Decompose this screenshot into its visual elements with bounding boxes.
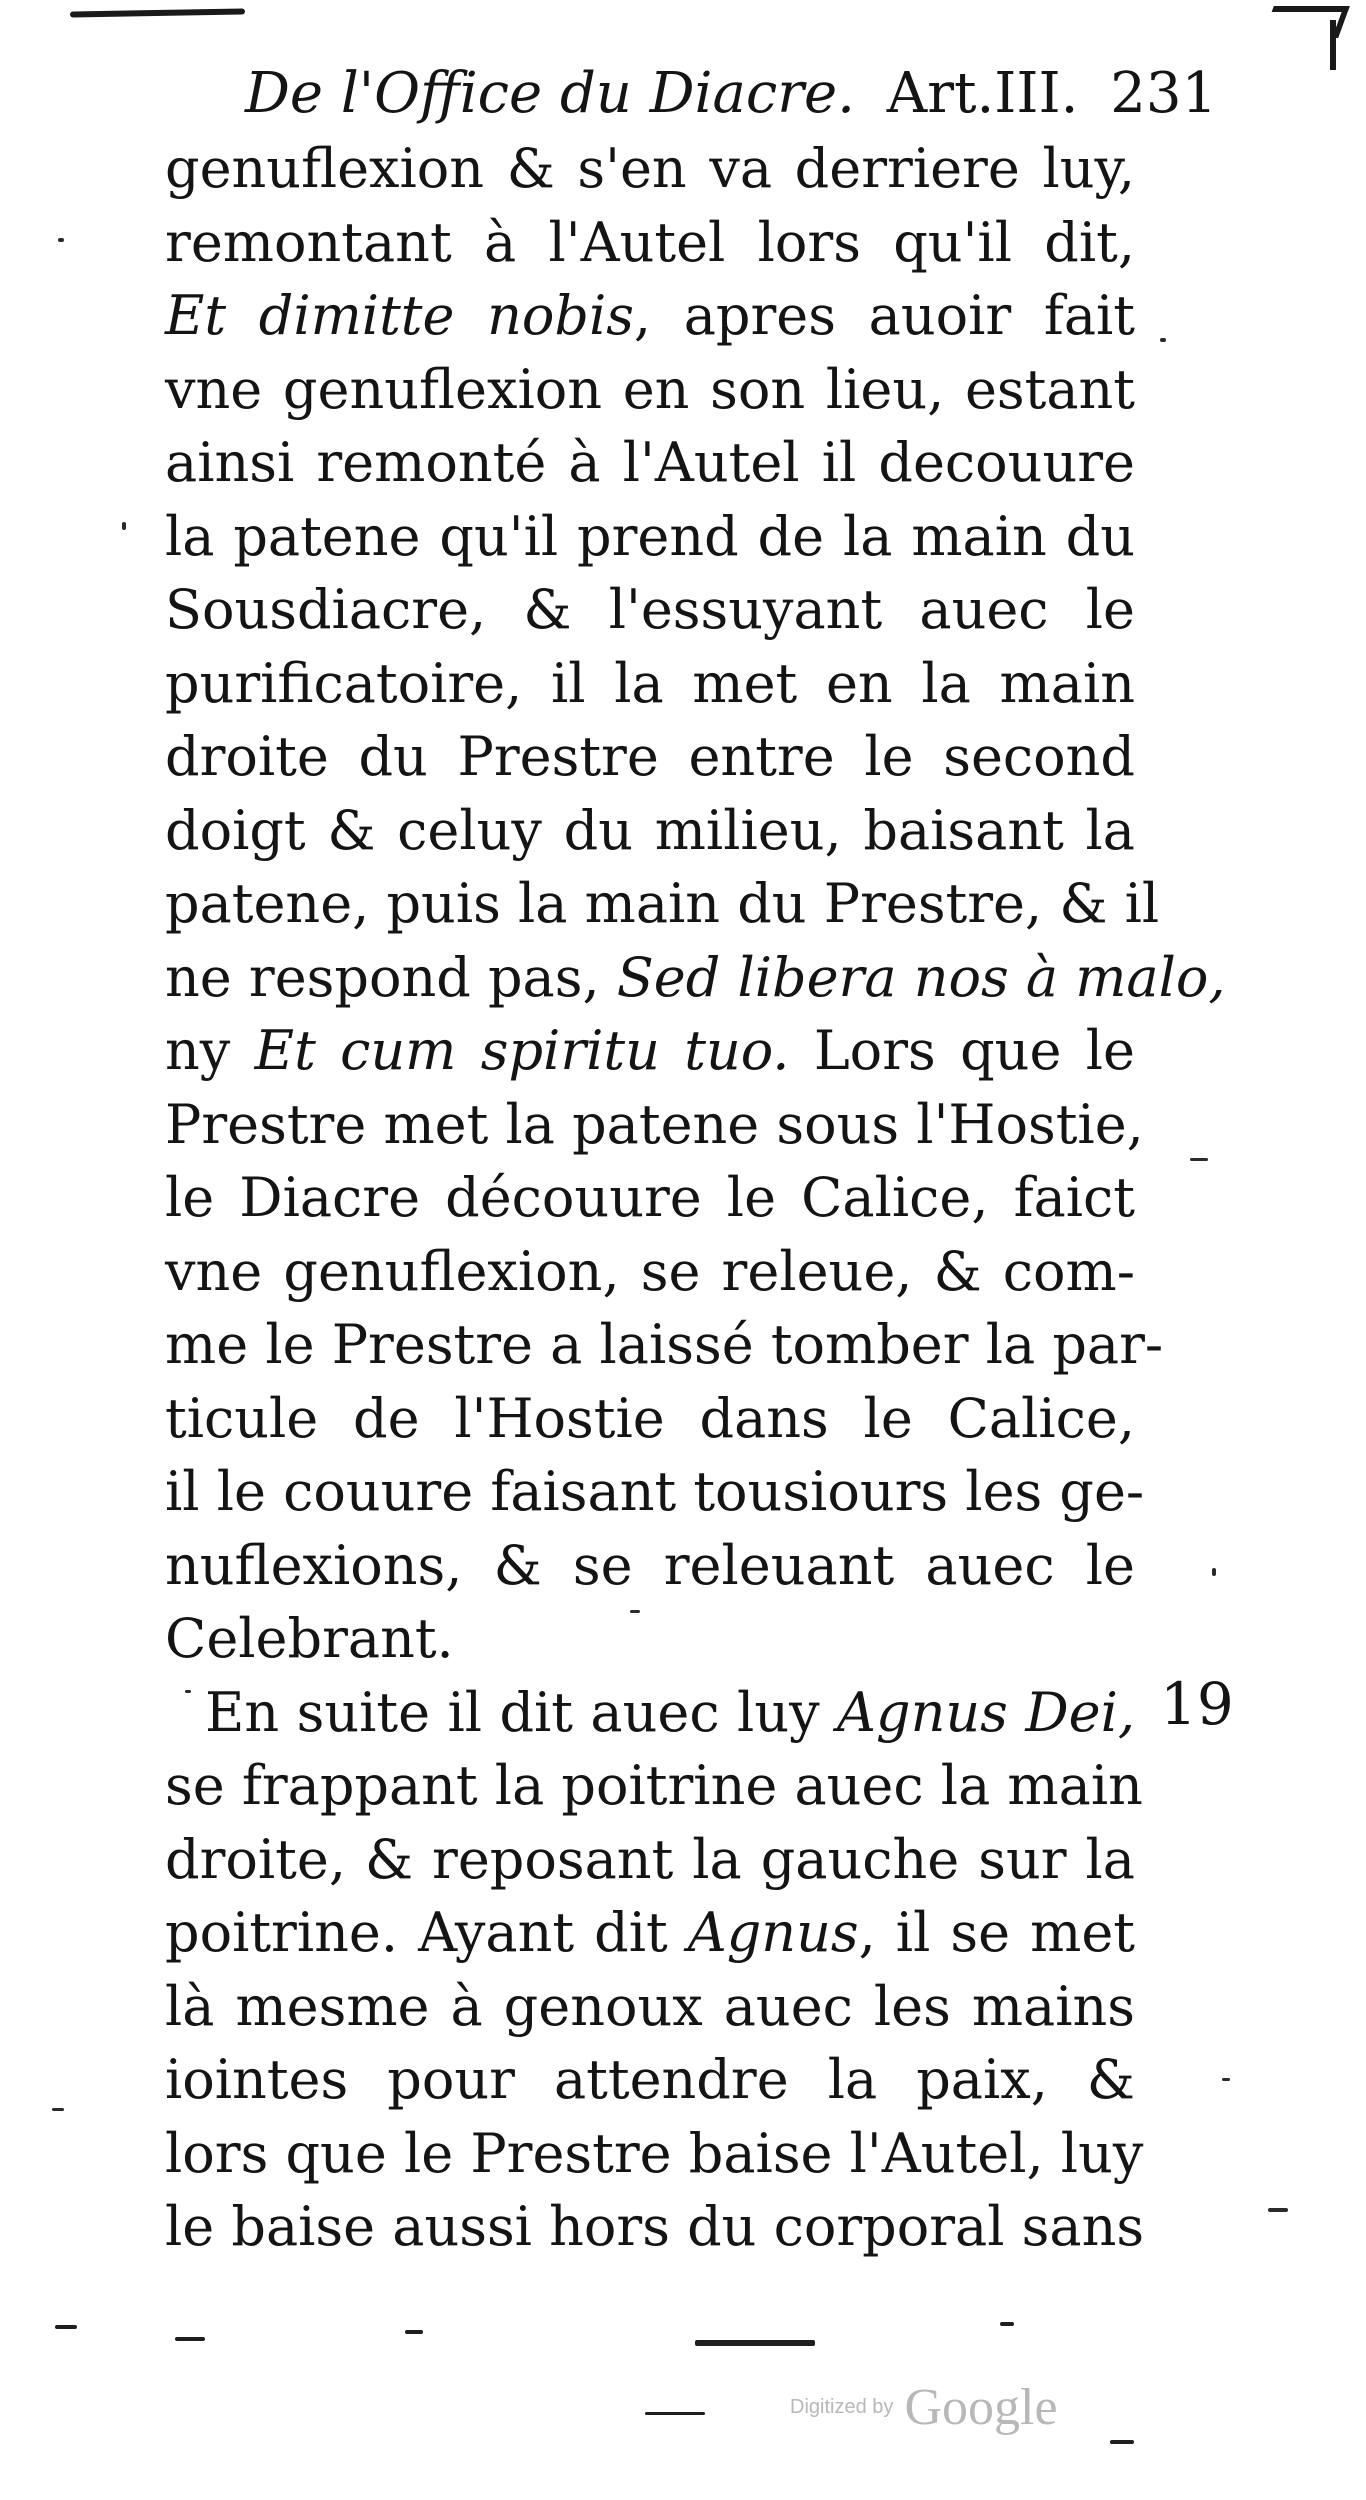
- latin-phrase: Agnus Dei,: [837, 1680, 1136, 1744]
- scan-speck: [645, 2412, 705, 2415]
- scan-edge-mark: [70, 8, 245, 17]
- text-segment: purificatoire, il la met en la main: [165, 651, 1135, 715]
- text-segment: Celebrant.: [165, 1607, 454, 1670]
- scan-speck: [175, 2337, 205, 2341]
- scan-speck: [1110, 2440, 1134, 2444]
- text-line: [165, 1602, 1135, 1676]
- text-segment: ny: [165, 1019, 255, 1082]
- scan-speck: [185, 1690, 191, 1693]
- text-segment: me le Prestre a laissé tomber la par-: [165, 1313, 1164, 1376]
- text-segment: le baise aussi hors du corporal sans: [165, 2195, 1145, 2258]
- text-segment: Sousdiacre, & l'essuyant auec le: [165, 578, 1135, 641]
- text-line: [165, 1161, 1135, 1235]
- text-segment: lors que le Prestre baise l'Autel, luy: [165, 2121, 1144, 2185]
- text-segment: , apres auoir fait: [633, 284, 1135, 347]
- text-segment: Lors que le: [789, 1019, 1135, 1082]
- text-line: [165, 1823, 1135, 1897]
- text-line: [165, 1529, 1135, 1603]
- text-line: [165, 573, 1135, 647]
- text-line: [165, 132, 1135, 206]
- page-number: 231: [1110, 61, 1218, 126]
- scan-speck: [1190, 1158, 1208, 1161]
- text-segment: vne genuflexion, se releue, & com-: [165, 1239, 1135, 1303]
- signature-mark: 19: [1160, 1670, 1234, 1738]
- text-segment: se frappant la poitrine auec la main: [165, 1754, 1143, 1817]
- text-line: [165, 279, 1135, 353]
- text-line: [165, 867, 1160, 941]
- running-head-title: De l'Office du Diacre.: [245, 61, 855, 126]
- scan-speck: [1222, 2078, 1230, 2081]
- text-line: [165, 1676, 1135, 1750]
- scan-speck: [1212, 1568, 1216, 1576]
- text-segment: iointes pour attendre la paix, &: [165, 2048, 1135, 2111]
- text-segment: le Diacre découure le Calice, faict: [165, 1166, 1135, 1229]
- text-line: [165, 353, 1135, 427]
- text-line: [165, 1235, 1135, 1309]
- digitized-watermark: [790, 2378, 1058, 2437]
- watermark-brand: Google: [904, 2379, 1058, 2436]
- text-line: [165, 1308, 1164, 1382]
- text-segment: ainsi remonté à l'Autel il decouure: [165, 431, 1135, 494]
- latin-phrase: Et cum spiritu tuo.: [254, 1019, 790, 1082]
- text-line: [165, 720, 1135, 794]
- text-line: [165, 1970, 1135, 2044]
- text-segment: genuflexion & s'en va derriere luy,: [165, 137, 1135, 200]
- text-segment: la patene qu'il prend de la main du: [165, 504, 1135, 568]
- text-segment: droite du Prestre entre le second: [165, 725, 1135, 788]
- text-line: [165, 1088, 1144, 1162]
- text-line: [165, 2043, 1135, 2117]
- text-line: [165, 426, 1135, 500]
- text-line: [165, 500, 1135, 574]
- running-head-article: Art.III.: [886, 61, 1079, 126]
- text-segment: il le couure faisant tousiours les ge-: [165, 1460, 1145, 1523]
- scan-corner-fold: [1262, 6, 1350, 38]
- latin-phrase: Et dimitte nobis: [165, 284, 634, 347]
- scan-speck: [58, 238, 64, 242]
- running-head: [245, 58, 1218, 130]
- text-line: [165, 1014, 1135, 1088]
- text-segment: nuflexions, & se releuant auec le: [165, 1533, 1135, 1597]
- scan-edge-mark: [1330, 20, 1336, 70]
- text-segment: remontant à l'Autel lors qu'il dit,: [165, 210, 1135, 274]
- text-segment: patene, puis la main du Prestre, & il: [165, 872, 1160, 935]
- scan-speck: [122, 522, 126, 530]
- text-segment: , il se met: [858, 1901, 1135, 1964]
- text-segment: En suite il dit auec luy: [205, 1680, 838, 1744]
- text-line: [165, 1749, 1143, 1823]
- text-segment: Prestre met la patene sous l'Hostie,: [165, 1092, 1144, 1156]
- text-segment: ticule de l'Hostie dans le Calice,: [165, 1386, 1135, 1450]
- latin-phrase: Sed libera nos à malo,: [616, 945, 1226, 1009]
- scan-speck: [1268, 2208, 1288, 2212]
- text-line: [165, 941, 1226, 1015]
- text-segment: ne respond pas,: [165, 945, 617, 1009]
- text-line: [165, 1455, 1145, 1529]
- text-line: [165, 794, 1135, 868]
- latin-phrase: Agnus: [687, 1901, 859, 1964]
- text-segment: là mesme à genoux auec les mains: [165, 1974, 1135, 2038]
- text-line: [165, 1896, 1135, 1970]
- text-line: [165, 1382, 1135, 1456]
- scan-speck: [1160, 338, 1166, 342]
- text-segment: poitrine. Ayant dit: [165, 1901, 688, 1964]
- scan-speck: [52, 2108, 64, 2111]
- text-line: [165, 206, 1135, 280]
- scan-speck: [405, 2330, 423, 2334]
- text-segment: droite, & reposant la gauche sur la: [165, 1827, 1135, 1891]
- watermark-prefix: Digitized by: [790, 2396, 894, 2418]
- text-segment: doigt & celuy du milieu, baisant la: [165, 798, 1135, 862]
- text-segment: vne genuflexion en son lieu, estant: [165, 357, 1135, 421]
- scan-speck: [630, 1610, 640, 1613]
- text-line: [165, 2117, 1144, 2191]
- text-line: [165, 647, 1135, 721]
- scan-speck: [1000, 2322, 1014, 2326]
- text-line: [165, 2190, 1145, 2264]
- scan-speck: [695, 2340, 815, 2346]
- scan-speck: [55, 2325, 77, 2329]
